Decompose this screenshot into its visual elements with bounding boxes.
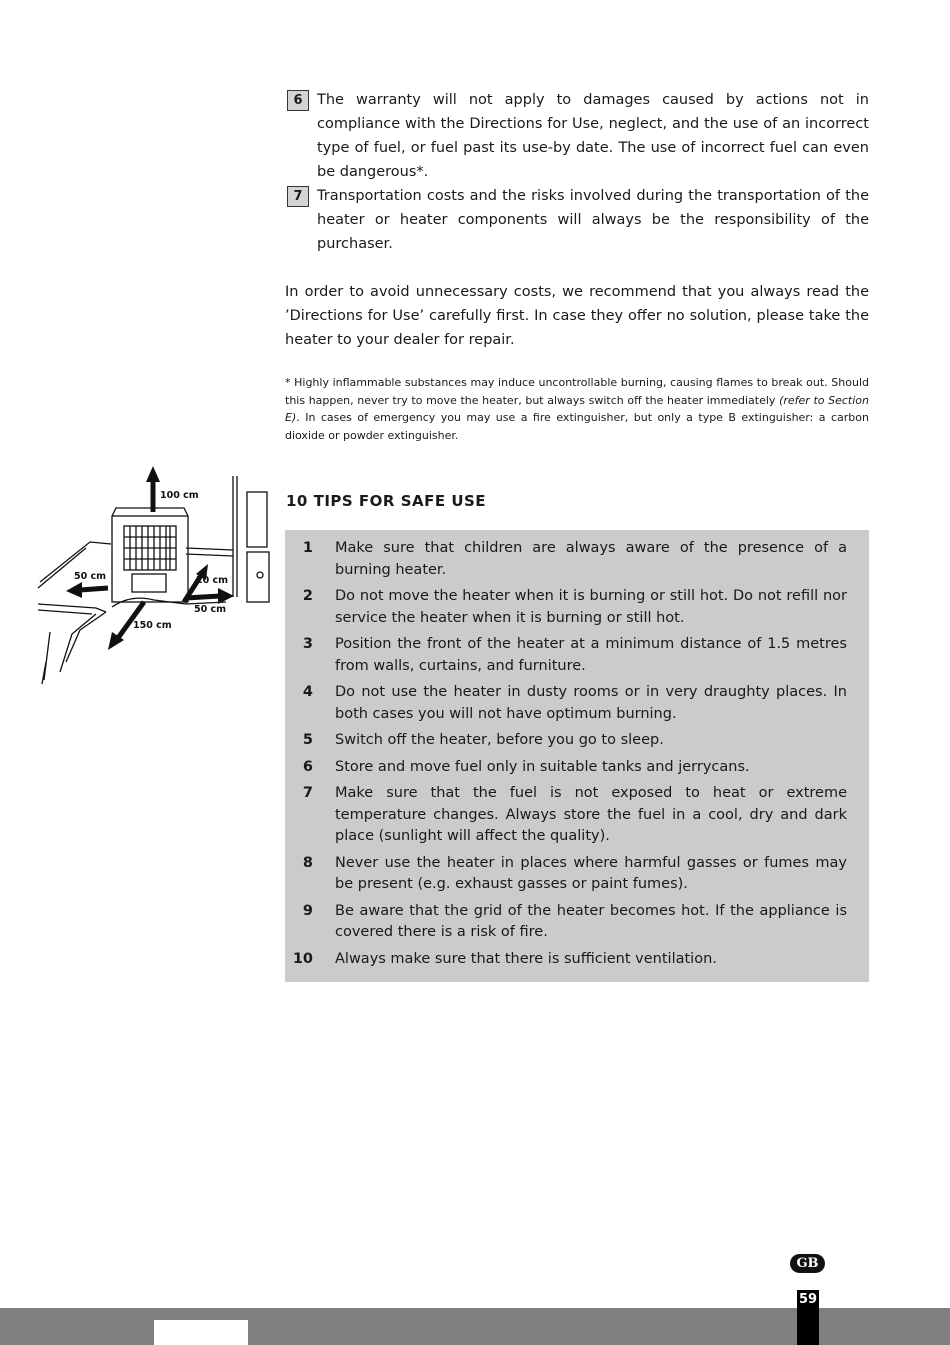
- tips-list: [285, 530, 869, 982]
- tip-text: Switch off the heater, before you go to sleep.: [335, 732, 664, 748]
- label-150cm: 150 cm: [133, 620, 172, 631]
- list-item: [285, 853, 847, 896]
- tip-text: Be aware that the grid of the heater becomes hot. If the appliance is covered there is a risk of fire.: [335, 902, 847, 940]
- list-item: [285, 949, 847, 971]
- list-item: [285, 682, 847, 725]
- tip-text: Store and move fuel only in suitable tanks and jerrycans.: [335, 758, 750, 775]
- item-text: Transportation costs and the risks involved during the transportation of the heater or heater components will always be the responsibility of the purchaser.: [317, 188, 869, 252]
- tip-text: Do not move the heater when it is burning or still hot. Do not refill nor service the heater when it is burning or still hot.: [335, 588, 847, 626]
- tips-heading: 10 TIPS FOR SAFE USE: [286, 492, 487, 510]
- footnote-text: * Highly inflammable substances may induce uncontrollable burning, causing flames to break out. Should this happen, never try to move the heater, but always switch off the heater immediately: [285, 376, 869, 407]
- list-item: [285, 538, 847, 581]
- label-50cm-right: 50 cm: [194, 604, 227, 615]
- item-text: The warranty will not apply to damages caused by actions not in compliance with the Directions for Use, neglect, and the use of an incorrect type of fuel, or fuel past its use-by date. The use of incorrect fuel can even be dangerous*.: [317, 92, 869, 180]
- footer-white-block: [154, 1320, 248, 1345]
- tip-text: Make sure that the fuel is not exposed to heat or extreme temperature changes. Always store the fuel in a cool, dry and dark place (sunlight will affect the quality).: [335, 785, 847, 844]
- tip-number: 10: [292, 950, 313, 967]
- list-item: [285, 757, 847, 779]
- page-number: 59: [798, 1292, 818, 1307]
- tip-number: 7: [302, 785, 313, 801]
- list-item: [285, 634, 847, 677]
- tip-text: Always make sure that there is sufficient ventilation.: [335, 950, 717, 967]
- list-item: [285, 901, 847, 944]
- tip-number: 4: [302, 684, 313, 700]
- tip-text: Make sure that children are always aware of the presence of a burning heater.: [335, 540, 847, 578]
- footnote-reference: (refer to Section E): [285, 393, 870, 424]
- label-100cm: 100 cm: [160, 490, 199, 501]
- footnote: [285, 374, 869, 444]
- tip-number: 3: [302, 636, 313, 652]
- tip-number: 1: [302, 540, 313, 556]
- list-item: [285, 586, 847, 629]
- tip-number: 9: [302, 902, 313, 919]
- footnote-text-end: . In cases of emergency you may use a fire extinguisher, but only a type B extinguisher: a carbon dioxide or powder extinguisher.: [285, 411, 869, 442]
- advice-paragraph: In order to avoid unnecessary costs, we recommend that you always read the ’Directions for Use’ carefully first. In case they offer no solution, please take the heater to your dealer for repair.: [285, 284, 869, 348]
- list-item: [285, 730, 847, 752]
- language-badge: GB: [790, 1254, 825, 1273]
- list-item: [285, 783, 847, 848]
- label-50cm-left: 50 cm: [74, 571, 107, 582]
- tip-text: Position the front of the heater at a minimum distance of 1.5 metres from walls, curtains, and furniture.: [335, 636, 847, 674]
- tip-text: Never use the heater in places where harmful gasses or fumes may be present (e.g. exhaust gasses or paint fumes).: [335, 854, 847, 892]
- tip-number: 5: [302, 732, 313, 748]
- heater-clearance-illustration: [36, 462, 271, 687]
- label-20cm: 20 cm: [196, 575, 229, 586]
- warranty-item-7: [287, 184, 869, 256]
- tip-text: Do not use the heater in dusty rooms or in very draughty places. In both cases you will not have optimum burning.: [335, 684, 847, 722]
- item-number-box: 6: [287, 90, 309, 111]
- tip-number: 2: [302, 588, 313, 604]
- tip-number: 6: [302, 758, 313, 775]
- tip-number: 8: [302, 854, 313, 871]
- warranty-item-6: [287, 88, 869, 184]
- item-number-box: 7: [287, 186, 309, 207]
